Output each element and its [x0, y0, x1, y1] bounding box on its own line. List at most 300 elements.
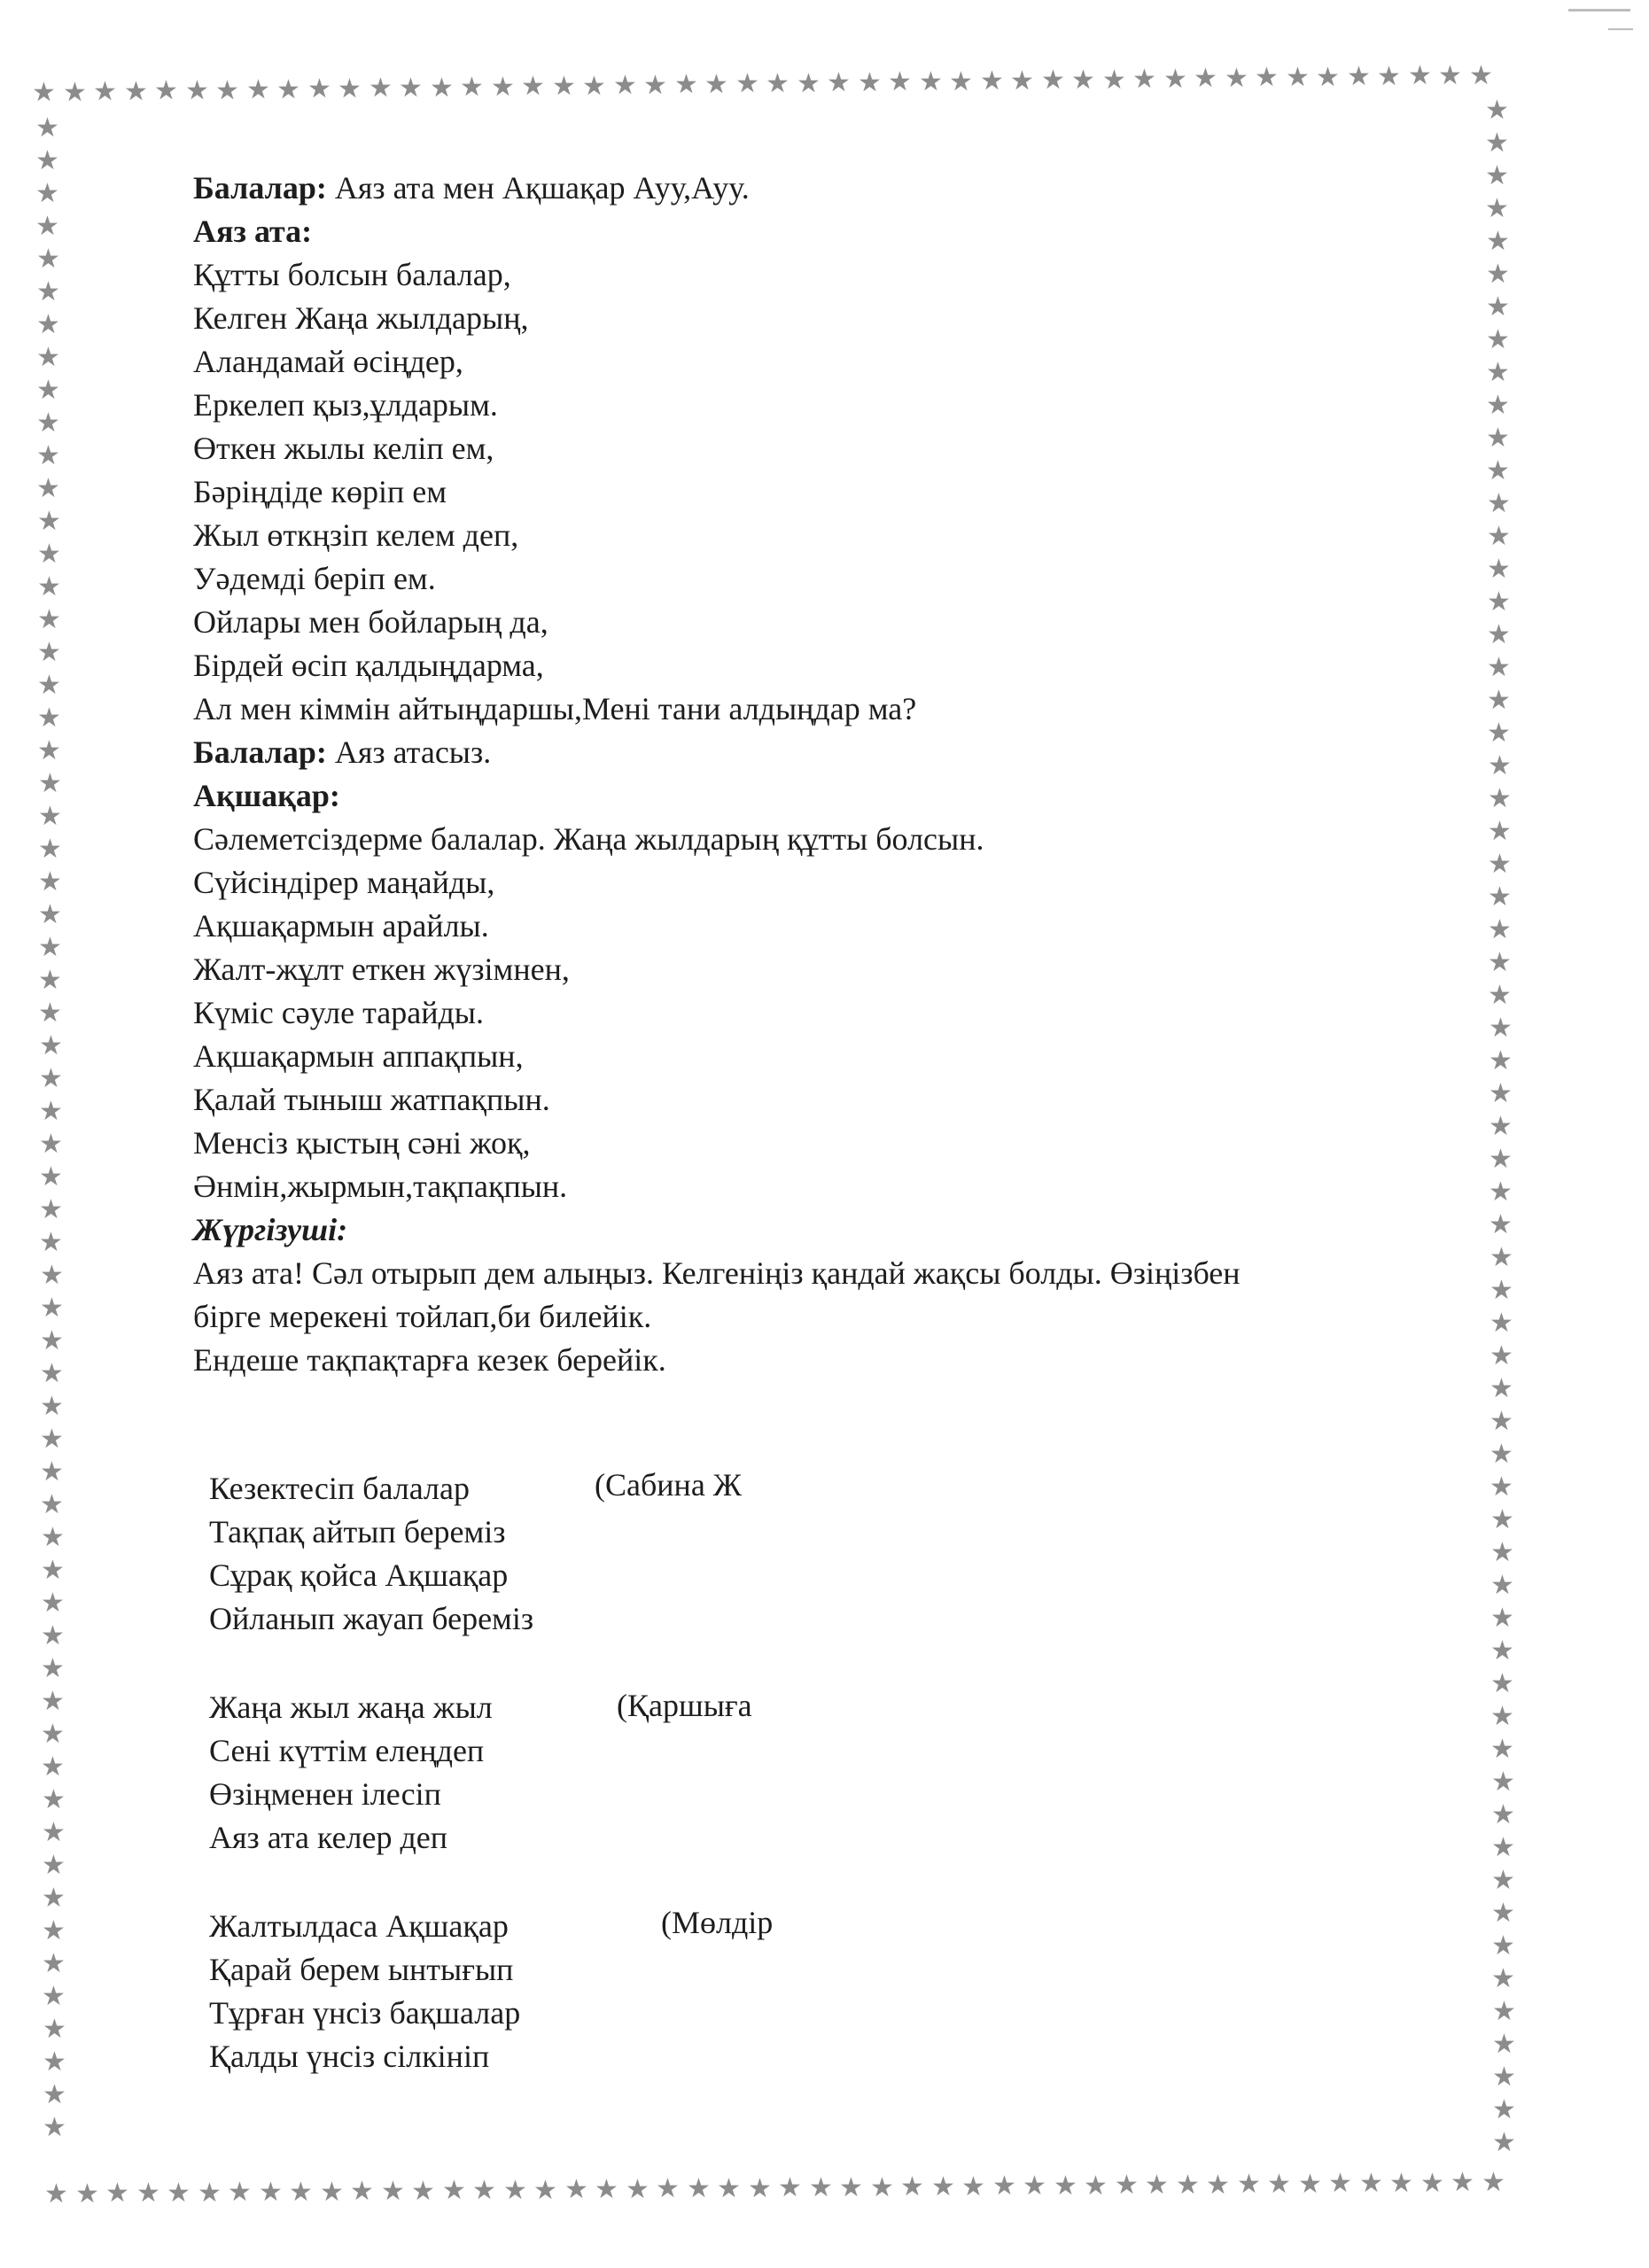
star-icon: ★: [1487, 586, 1511, 617]
star-icon: ★: [35, 145, 59, 176]
line-text: Менсіз қыстың сәні жоқ,: [193, 1125, 531, 1161]
star-icon: ★: [1328, 2168, 1352, 2199]
star-icon: ★: [1488, 816, 1512, 847]
poem-line-text: Жаңа жыл жаңа жыл: [209, 1689, 493, 1725]
line-text: Өткен жылы келіп ем,: [193, 431, 494, 466]
star-icon: ★: [827, 67, 851, 98]
line-text: Келген Жаңа жылдарың,: [193, 300, 529, 336]
text-line: [193, 1035, 1505, 1078]
star-icon: ★: [491, 72, 515, 103]
star-icon: ★: [1489, 1013, 1513, 1044]
text-line: [193, 774, 1505, 818]
star-icon: ★: [888, 66, 912, 97]
star-icon: ★: [931, 2171, 955, 2202]
star-icon: ★: [1491, 1832, 1515, 1863]
star-icon: ★: [1486, 423, 1510, 454]
text-line: [193, 470, 1505, 514]
text-line: [193, 1165, 1505, 1208]
star-icon: ★: [41, 1751, 65, 1783]
star-icon: ★: [1487, 652, 1511, 683]
star-icon: ★: [1482, 2167, 1505, 2198]
star-icon: ★: [503, 2175, 527, 2206]
star-icon: ★: [1420, 2168, 1444, 2199]
reciter-name: (Қаршыға: [617, 1688, 752, 1723]
star-icon: ★: [643, 70, 667, 101]
star-icon: ★: [1491, 1767, 1515, 1798]
star-icon: ★: [41, 1522, 65, 1553]
line-text: Уәдемді беріп ем.: [193, 561, 436, 596]
line-text: Жыл өткңзіп келем деп,: [193, 517, 519, 553]
star-icon: ★: [1490, 1537, 1514, 1568]
star-icon: ★: [1347, 61, 1371, 92]
star-icon: ★: [1389, 2168, 1413, 2199]
star-icon: ★: [1298, 2169, 1322, 2200]
poem-line-text: Тұрған үнсіз бақшалар: [209, 1995, 521, 2031]
star-icon: ★: [1489, 1045, 1513, 1076]
star-icon: ★: [42, 1981, 66, 2012]
line-text: Аяз ата! Сәл отырып дем алыңыз. Келгеніңіз қандай жақсы болды. Өзіңізбен: [193, 1255, 1241, 1291]
star-icon: ★: [39, 1161, 63, 1192]
star-icon: ★: [38, 866, 62, 897]
star-icon: ★: [1488, 914, 1512, 945]
star-icon: ★: [36, 473, 60, 504]
star-icon: ★: [37, 571, 61, 602]
scan-mark: [1608, 28, 1633, 30]
star-icon: ★: [533, 2175, 557, 2206]
text-line: [193, 1252, 1505, 1295]
line-text: Ендеше тақпақтарға кезек берейік.: [193, 1342, 666, 1378]
speaker-label: Ақшақар:: [193, 778, 340, 813]
line-text: Ақшақармын аппақпын,: [193, 1038, 524, 1074]
star-icon: ★: [1486, 390, 1510, 421]
star-icon: ★: [1084, 2171, 1108, 2202]
star-icon: ★: [1010, 66, 1034, 97]
star-icon: ★: [289, 2177, 313, 2208]
star-icon: ★: [1451, 2167, 1474, 2198]
text-line: [193, 557, 1505, 601]
star-icon: ★: [39, 1227, 63, 1258]
star-icon: ★: [460, 72, 484, 103]
poem-stanza: [193, 1905, 1505, 2078]
star-icon: ★: [1489, 1177, 1513, 1208]
star-icon: ★: [307, 74, 331, 105]
line-text: Күміс сәуле тарайды.: [193, 995, 484, 1030]
text-line: [193, 1295, 1505, 1339]
star-icon: ★: [839, 2172, 863, 2203]
star-icon: ★: [1492, 1996, 1516, 2027]
speaker-label: Балалар:: [193, 170, 327, 206]
star-icon: ★: [39, 1030, 63, 1061]
poem-line-text: Сені күттім елеңдеп: [209, 1733, 485, 1768]
poem-line-text: Жалтылдаса Ақшақар: [209, 1908, 509, 1944]
star-icon: ★: [1267, 2169, 1291, 2200]
star-icon: ★: [1490, 1308, 1513, 1339]
text-line: [193, 601, 1505, 644]
star-icon: ★: [40, 1489, 64, 1520]
star-icon: ★: [42, 1817, 66, 1848]
star-icon: ★: [40, 1424, 64, 1455]
text-line: [193, 687, 1505, 731]
star-icon: ★: [40, 1293, 64, 1324]
star-icon: ★: [320, 2177, 344, 2208]
star-icon: ★: [582, 71, 606, 102]
text-line: [193, 861, 1505, 905]
star-icon: ★: [1176, 2170, 1200, 2201]
star-icon: ★: [919, 66, 943, 97]
text-line: [193, 340, 1505, 384]
poem-line-text: Кезектесіп балалар: [209, 1471, 470, 1506]
line-text: Бәріңдіде көріп ем: [193, 474, 447, 509]
star-icon: ★: [1489, 1209, 1513, 1240]
star-icon: ★: [1237, 2169, 1261, 2200]
star-icon: ★: [43, 2014, 66, 2045]
star-icon: ★: [35, 113, 59, 144]
star-icon: ★: [38, 768, 62, 799]
star-icon: ★: [1491, 1930, 1515, 1961]
star-icon: ★: [338, 74, 362, 105]
star-icon: ★: [246, 74, 270, 105]
star-icon: ★: [381, 2176, 405, 2207]
star-icon: ★: [674, 69, 698, 100]
text-line: [193, 731, 1505, 774]
poem-line-text: Тақпақ айтып береміз: [209, 1514, 506, 1550]
star-icon: ★: [521, 71, 545, 102]
star-icon: ★: [38, 932, 62, 963]
star-icon: ★: [39, 1194, 63, 1225]
star-icon: ★: [38, 998, 62, 1029]
star-icon: ★: [1487, 554, 1511, 585]
star-icon: ★: [1489, 1078, 1513, 1109]
star-icon: ★: [36, 342, 60, 373]
star-icon: ★: [1487, 619, 1511, 650]
poem-line: [209, 1992, 1505, 2035]
speaker-label: Жүргізуші:: [193, 1212, 348, 1247]
star-icon: ★: [1490, 1406, 1513, 1437]
star-icon: ★: [37, 703, 61, 734]
star-icon: ★: [1469, 60, 1493, 91]
star-icon: ★: [717, 2173, 741, 2204]
star-icon: ★: [41, 1686, 65, 1717]
star-icon: ★: [1485, 160, 1509, 191]
text-line: [193, 384, 1505, 427]
star-icon: ★: [1488, 980, 1512, 1011]
star-icon: ★: [1316, 62, 1340, 93]
line-text: Сүйсіндірер маңайды,: [193, 865, 495, 900]
star-icon: ★: [980, 66, 1004, 97]
poem-line: [209, 1686, 1505, 1729]
star-icon: ★: [32, 77, 56, 108]
star-icon: ★: [43, 2112, 66, 2143]
poem-line-text: Сұрақ қойса Ақшақар: [209, 1557, 509, 1593]
star-icon: ★: [198, 2178, 222, 2209]
line-text: Аяз атасыз.: [326, 734, 492, 770]
star-icon: ★: [1489, 1144, 1513, 1175]
star-icon: ★: [766, 68, 789, 99]
star-icon: ★: [369, 73, 393, 104]
text-line: [193, 1339, 1505, 1382]
spacer: [193, 1382, 1505, 1467]
star-icon: ★: [40, 1358, 64, 1389]
star-icon: ★: [1102, 65, 1126, 96]
star-icon: ★: [748, 2173, 772, 2204]
text-line: [193, 253, 1505, 297]
star-icon: ★: [1490, 1472, 1513, 1503]
star-icon: ★: [961, 2171, 985, 2202]
spacer: [193, 1860, 1505, 1905]
star-icon: ★: [1377, 61, 1401, 92]
star-icon: ★: [1485, 95, 1509, 126]
star-icon: ★: [1438, 60, 1462, 91]
star-icon: ★: [1115, 2170, 1139, 2201]
poem-line: [209, 1905, 1505, 1948]
star-icon: ★: [1489, 1111, 1513, 1142]
text-line: [193, 948, 1505, 991]
line-text: Құтты болсын балалар,: [193, 257, 511, 292]
star-icon: ★: [36, 276, 60, 307]
star-icon: ★: [809, 2172, 833, 2203]
star-icon: ★: [1487, 488, 1511, 519]
star-icon: ★: [44, 2179, 68, 2210]
star-icon: ★: [472, 2175, 496, 2206]
star-icon: ★: [1486, 455, 1510, 486]
star-icon: ★: [1041, 65, 1065, 96]
star-icon: ★: [626, 2174, 649, 2205]
star-icon: ★: [38, 834, 62, 865]
text-line: [193, 514, 1505, 557]
text-line: [193, 644, 1505, 687]
star-icon: ★: [1492, 2062, 1516, 2093]
star-icon: ★: [656, 2173, 680, 2204]
star-icon: ★: [1206, 2170, 1230, 2201]
star-icon: ★: [1487, 521, 1511, 552]
line-text: Ал мен кіммін айтыңдаршы,Мені тани алдыңдар ма?: [193, 691, 917, 726]
star-icon: ★: [42, 1948, 66, 1979]
star-icon: ★: [259, 2177, 283, 2208]
poem-line: [209, 1773, 1505, 1816]
star-icon: ★: [1225, 63, 1248, 94]
line-text: Еркелеп қыз,ұлдарым.: [193, 387, 498, 423]
star-icon: ★: [1408, 60, 1432, 91]
dialogue-section: [193, 167, 1505, 1382]
spacer: [193, 1641, 1505, 1686]
star-icon: ★: [41, 1620, 65, 1651]
star-icon: ★: [1071, 65, 1095, 96]
text-line: [193, 167, 1505, 210]
star-icon: ★: [41, 1653, 65, 1684]
star-icon: ★: [411, 2176, 435, 2207]
star-icon: ★: [39, 1129, 63, 1160]
star-icon: ★: [1490, 1504, 1514, 1535]
star-icon: ★: [1132, 64, 1156, 95]
star-icon: ★: [1485, 193, 1509, 224]
star-icon: ★: [399, 73, 423, 104]
star-icon: ★: [1490, 1701, 1514, 1732]
star-icon: ★: [797, 68, 821, 99]
poem-line: [209, 1597, 1505, 1641]
poem-line-text: Аяз ата келер деп: [209, 1820, 448, 1855]
star-icon: ★: [1486, 324, 1510, 355]
star-icon: ★: [41, 1719, 65, 1750]
text-line: [193, 905, 1505, 948]
text-line: [193, 991, 1505, 1035]
star-icon: ★: [42, 1784, 66, 1815]
star-icon: ★: [1490, 1734, 1514, 1765]
star-icon: ★: [1490, 1340, 1513, 1371]
star-icon: ★: [37, 637, 61, 668]
text-line: [193, 818, 1505, 861]
star-icon: ★: [37, 735, 61, 766]
poem-line-text: Қалды үнсіз сілкініп: [209, 2039, 490, 2074]
star-icon: ★: [949, 66, 973, 97]
star-icon: ★: [35, 178, 59, 209]
text-line: [193, 427, 1505, 470]
star-icon: ★: [167, 2178, 191, 2209]
star-icon: ★: [1492, 2094, 1516, 2125]
star-icon: ★: [42, 1850, 66, 1881]
reciter-name: (Мөлдір: [661, 1905, 774, 1940]
star-icon: ★: [1486, 259, 1510, 290]
star-icon: ★: [36, 440, 60, 471]
star-icon: ★: [38, 965, 62, 996]
line-text: Аяз ата мен Ақшақар Ауу,Ауу.: [326, 170, 750, 206]
star-icon: ★: [43, 2079, 66, 2110]
star-icon: ★: [37, 604, 61, 635]
star-icon: ★: [1492, 2029, 1516, 2060]
star-icon: ★: [1487, 685, 1511, 716]
poem-line: [209, 2035, 1505, 2078]
star-icon: ★: [552, 71, 576, 102]
star-icon: ★: [63, 77, 87, 108]
star-icon: ★: [870, 2172, 894, 2203]
star-icon: ★: [1023, 2171, 1046, 2202]
poem-line: [209, 1467, 1505, 1511]
line-text: Аландамай өсіңдер,: [193, 344, 463, 379]
star-icon: ★: [704, 69, 728, 100]
star-icon: ★: [37, 506, 61, 537]
star-icon: ★: [276, 74, 300, 105]
text-line: [193, 210, 1505, 253]
star-icon: ★: [595, 2174, 618, 2205]
star-icon: ★: [1145, 2170, 1169, 2201]
line-text: Сәлеметсіздерме балалар. Жаңа жылдарың құтты болсын.: [193, 821, 984, 857]
star-icon: ★: [1286, 62, 1310, 93]
star-icon: ★: [1486, 226, 1510, 257]
line-text: бірге мерекені тойлап,би билейік.: [193, 1299, 652, 1334]
star-icon: ★: [35, 211, 59, 242]
star-icon: ★: [1490, 1603, 1514, 1634]
star-icon: ★: [40, 1456, 64, 1487]
star-icon: ★: [1488, 947, 1512, 978]
star-icon: ★: [1492, 2127, 1516, 2158]
star-icon: ★: [1486, 357, 1510, 388]
text-line: [193, 1208, 1505, 1252]
star-icon: ★: [1488, 849, 1512, 880]
star-icon: ★: [1490, 1242, 1513, 1273]
star-icon: ★: [1488, 750, 1512, 781]
line-text: Бірдей өсіп қалдыңдарма,: [193, 648, 544, 683]
star-icon: ★: [93, 76, 117, 107]
speaker-label: Балалар:: [193, 734, 327, 770]
poem-line-text: Өзіңменен ілесіп: [209, 1776, 441, 1812]
star-icon: ★: [39, 1096, 63, 1127]
star-icon: ★: [1491, 1898, 1515, 1929]
star-icon: ★: [1491, 1865, 1515, 1896]
line-text: Жалт-жұлт еткен жүзімнен,: [193, 951, 570, 987]
line-text: Әнмін,жырмын,тақпақпын.: [193, 1169, 568, 1204]
star-icon: ★: [38, 801, 62, 832]
star-icon: ★: [41, 1555, 65, 1586]
star-icon: ★: [1490, 1275, 1513, 1306]
star-icon: ★: [42, 1915, 66, 1946]
poem-stanza: [193, 1467, 1505, 1641]
line-text: Ойлары мен бойларың да,: [193, 604, 548, 640]
scan-mark: [1568, 9, 1630, 12]
star-icon: ★: [41, 1588, 65, 1619]
text-line: [193, 297, 1505, 340]
star-icon: ★: [215, 75, 239, 106]
star-icon: ★: [1487, 718, 1511, 749]
speaker-label: Аяз ата:: [193, 214, 313, 249]
poem-line: [209, 1948, 1505, 1992]
star-icon: ★: [124, 76, 148, 107]
line-text: Ақшақармын арайлы.: [193, 908, 489, 944]
star-icon: ★: [136, 2178, 160, 2209]
poem-line-text: Қарай берем ынтығып: [209, 1952, 514, 1987]
star-icon: ★: [430, 73, 454, 104]
star-icon: ★: [1485, 128, 1509, 159]
star-icon: ★: [442, 2175, 466, 2206]
star-icon: ★: [43, 2047, 66, 2078]
poem-stanza: [193, 1686, 1505, 1860]
star-icon: ★: [42, 1883, 66, 1914]
star-icon: ★: [36, 375, 60, 406]
star-icon: ★: [687, 2173, 711, 2204]
star-icon: ★: [1488, 783, 1512, 814]
star-icon: ★: [40, 1391, 64, 1422]
star-icon: ★: [992, 2171, 1016, 2202]
star-icon: ★: [1491, 1799, 1515, 1830]
star-icon: ★: [1490, 1635, 1514, 1666]
star-icon: ★: [1490, 1570, 1514, 1601]
star-icon: ★: [1359, 2168, 1383, 2199]
star-icon: ★: [40, 1260, 64, 1291]
star-icon: ★: [36, 408, 60, 439]
star-icon: ★: [1490, 1439, 1513, 1470]
star-icon: ★: [105, 2178, 129, 2209]
star-icon: ★: [1054, 2171, 1077, 2202]
star-icon: ★: [350, 2176, 374, 2207]
reciter-name: (Сабина Ж: [595, 1467, 743, 1503]
star-icon: ★: [38, 899, 62, 930]
star-icon: ★: [40, 1325, 64, 1356]
star-icon: ★: [900, 2171, 924, 2202]
star-icon: ★: [858, 67, 882, 98]
star-icon: ★: [36, 309, 60, 340]
text-line: [193, 1122, 1505, 1165]
star-icon: ★: [613, 70, 637, 101]
star-icon: ★: [1491, 1963, 1515, 1994]
star-icon: ★: [564, 2174, 588, 2205]
poem-line: [209, 1511, 1505, 1554]
star-icon: ★: [37, 670, 61, 701]
star-icon: ★: [778, 2172, 802, 2203]
star-icon: ★: [39, 1063, 63, 1094]
star-icon: ★: [36, 244, 60, 275]
star-icon: ★: [1490, 1668, 1514, 1699]
star-icon: ★: [735, 68, 759, 99]
text-line: [193, 1078, 1505, 1122]
star-icon: ★: [228, 2177, 252, 2208]
